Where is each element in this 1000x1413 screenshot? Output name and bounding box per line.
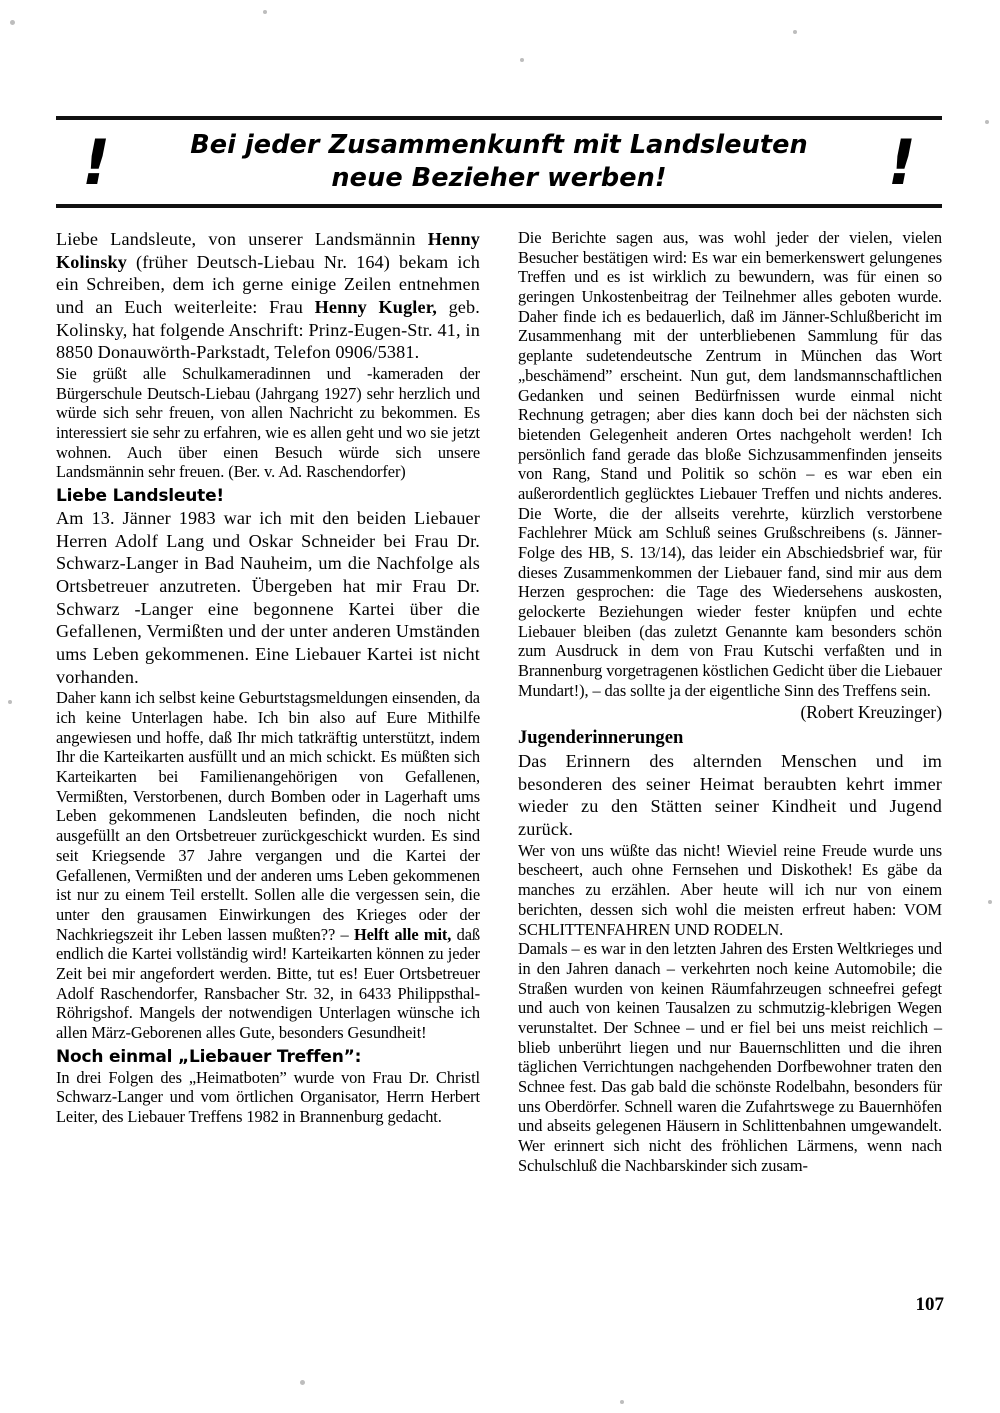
paragraph-berichte: Die Berichte sagen aus, was wohl jeder der vielen, vielen Besucher bestätigen wird: Es war ein bemerkenswert gelungenes Treffen und es ist wirklich zu bewundern, was für einen so geringen Unkostenbeitrag der Teilnehmer alles geboten wurde. Daher finde ich es bedauerlich, daß im Jänner-Schlußbericht im Zusammenhang mit der unterbliebenen Sammlung für das geplante sudetendeutsche Zentrum in München das Wort „beschämend” erscheint. Nun gut, dem landsmannschaftlichen Gedanken und seinen Bedürfnissen wurde einmal nicht Rechnung getragen; aber dies kann doch bei der nächsten sich bietenden Gelegenheit anderen Ortes nachgeholt werden! Ich persönlich fand gerade das bloße Sichzusammenfinden jenseits von Rang, Stand und Politik so schön – es war eben ein außerordentlich geglücktes Liebauer Treffen und nichts anderes. Die Worte, die der allseits verehrte, kürzlich verstorbene Fachlehrer Mück am Schluß seines Grußschreibens (s. Jänner-Folge des HB, S. 13/14), das leider ein Abschiedsbrief war, für dieses Zusammenkommen der Liebauer fand, sind mir aus dem Herzen gesprochen: die Tage des Wiedersehens auskosten, gelockerte Beziehungen wieder fester knüpfen und echte Liebauer bleiben (das zuletzt Genannte kam besonders schön zum Ausdruck in dem von Frau Kutschi verfaßten und in Brannenburg vorgetragenen köstlichen Gedicht über die Liebauer Mundart!), – das sollte ja der eigentliche Sinn des Treffens sein. <box>518 228 942 700</box>
intro-text-3: geb. Kolinsky, hat folgende Anschrift: Prinz-Eugen-Str. 41, in 8850 Donauwörth-Parkstadt, Telefon 0906/5381. <box>56 296 480 363</box>
paragraph-kartei-appeal <box>56 688 480 1042</box>
paragraph-freude: Wer von uns wüßte das nicht! Wieviel reine Freude wurde uns bescheert, auch ohne Fernsehen und Diskothek! Es gäbe da manches zu erzählen. Aber heute will ich nur von einem berichten, dessen sich wohl die meisten erfreut haben: VOM SCHLITTENFAHREN UND RODELN. <box>518 840 942 939</box>
banner-title <box>179 129 819 194</box>
paragraph-greetings: Sie grüßt alle Schulkameradinnen und -kameraden der Bürgerschule Deutsch-Liebau (Jahrgang 1927) sehr herzlich und würde sich sehr freuen, von allen Nachricht zu bekommen. Es interessiert sie sehr zu erfahren, wie es allen geht und wo sie jetzt wohnen. Auch über einen Besuch würde sich unsere Landsmännin sehr freuen. (Ber. v. Ad. Raschendorfer) <box>56 363 480 482</box>
paragraph-treffen-note: In drei Folgen des „Heimatboten” wurde von Frau Dr. Christl Schwarz-Langer und vom örtlichen Organisator, Herrn Herbert Leiter, des Liebauer Treffens 1982 in Brannenburg gedacht. <box>56 1067 480 1127</box>
kartei-emphasis: Helft alle mit, <box>353 924 452 944</box>
name-henny-kolinsky: Henny Kolinsky <box>56 229 480 272</box>
heading-liebe-landsleute: Liebe Landsleute! <box>56 486 224 507</box>
intro-text-2: (früher Deutsch-Liebau Nr. 164) bekam ich ein Schreiben, dem ich gerne einige Zeilen entnehmen und an Euch weiterleite: Frau <box>56 251 480 317</box>
paragraph-erinnern: Das Erinnern des alternden Menschen und im besonderen des seiner Heimat beraubten kehrt immer wieder zu den Stätten seiner Kindheit und Jugend zurück. <box>518 751 942 840</box>
kartei-text-2: daß endlich die Kartei vollständig wird! Karteikarten können zu jeder Zeit bei mir angefordert werden. Bitte, tut es! Euer Ortsbetreuer Adolf Raschendorfer, Ransbacher Str. 32, in 6433 Philippsthal-Röhrigshof. Mangels der notwendigen Unterlagen wünsche ich allen März-Geborenen alles Gute, besonders Gesundheit! <box>56 924 480 1042</box>
page-number: 107 <box>915 1294 944 1315</box>
exclamation-left-icon: ! <box>82 126 111 199</box>
banner-title-line1: Bei jeder Zusammenkunft mit Landsleuten <box>190 130 808 161</box>
heading-jugenderinnerungen: Jugenderinnerungen <box>518 727 684 749</box>
paragraph-damals: Damals – es war in den letzten Jahren des Ersten Weltkrieges und in den Jahren danach – verkehrten noch keine Automobile; die Straßen wurden von keinen Räumfahrzeugen schneefrei gefegt und auch von keinen Tausalzen zu schmutzig-klebrigen Wegen verunstaltet. Der Schnee – und er fiel bei uns meist reichlich – blieb unberührt liegen und nur Bauernschlitten und die ihren täglichen Verrichtungen nachgehenden Dorfbewohner traten den Schnee fest. Das gab bald die schönste Rodelbahn, besonders für uns Oberdörfer. Schnell waren die Zufahrtswege zu Bauernhöfen und abseits gelegenen Häusern in Schlittenbahnen umgewandelt. Wer erinnert sich nicht des fröhlichen Lärmens, wenn nach Schulschluß die Nachbarskinder sich zusam- <box>518 939 942 1175</box>
paragraph-ortsbetreuer-report: Am 13. Jänner 1983 war ich mit den beiden Liebauer Herren Adolf Lang und Oskar Schneider bei Frau Dr. Schwarz-Langer in Bad Nauheim, um die Nachfolge als Ortsbetreuer anzutreten. Übergeben hat mir Frau Dr. Schwarz -Langer eine begonnene Kartei über die Gefallenen, Vermißten und der unter anderen Umständen ums Leben gekommenen. Eine Liebauer Kartei ist nicht vorhanden. <box>56 508 480 687</box>
intro-text-1: Liebe Landsleute, von unserer Landsmännin <box>56 229 428 249</box>
heading-liebauer-treffen: Noch einmal „Liebauer Treffen”: <box>56 1046 362 1067</box>
right-column <box>518 228 942 1175</box>
signature-kreuzinger: (Robert Kreuzinger) <box>800 701 942 722</box>
left-column <box>56 228 480 1127</box>
exclamation-right-icon: ! <box>887 126 916 199</box>
kartei-text-1: Daher kann ich selbst keine Geburtstagsmeldungen einsenden, da ich keine Unterlagen habe. Ich bin also auf Eure Mithilfe angewiesen und hoffe, daß Ihr mich tatkräftig unterstützt, indem Ihr die Karteikarten ausfüllt und an mich schickt. Es müßten sich Karteikarten bei Familienangehörigen von Gefallenen, Vermißten, Verstorbenen, durch Bomben oder in Lagerhaft ums Leben gekommenen Landsleuten befinden, die noch nicht ausgefüllt an den Ortsbetreuer zurückgeschickt wurden. Es sind seit Kriegsende 37 Jahre vergangen und die Kartei der Gefallenen, Vermißten und der anderen ums Leben gekommenen ist nur zu einem Teil erstellt. Sollen alle die vergessen sein, die unter den grausamen Einwirkungen des Krieges oder der Nachkriegszeit ihr Leben lassen mußten?? – <box>56 688 480 944</box>
name-henny-kugler: Henny Kugler, <box>314 296 437 317</box>
paragraph-kolinsky-intro <box>56 228 480 364</box>
promo-banner <box>56 116 942 208</box>
banner-title-line2: neue Bezieher werben! <box>331 163 667 193</box>
